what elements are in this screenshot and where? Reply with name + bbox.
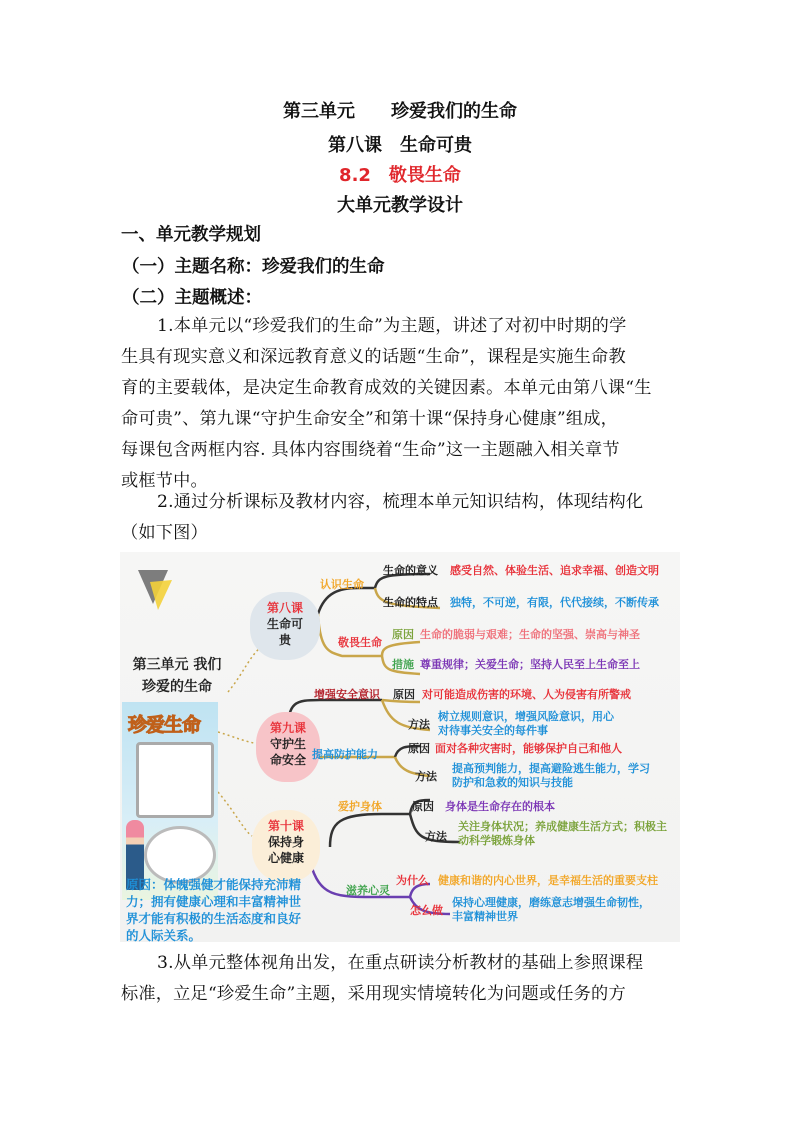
item-key: 方法 bbox=[415, 770, 437, 783]
branch-label: 认识生命 bbox=[320, 578, 364, 591]
item-text: 生命的脆弱与艰难；生命的坚强、崇高与神圣 bbox=[420, 628, 640, 641]
item-text: 丰富精神世界 bbox=[452, 910, 518, 923]
item-text: 对待事关安全的每件事 bbox=[438, 724, 548, 737]
item-text: 身体是生命存在的根本 bbox=[445, 800, 555, 813]
paragraph-3 bbox=[121, 948, 681, 1010]
item-text: 尊重规律；关爱生命；坚持人民至上生命至上 bbox=[420, 658, 640, 671]
branch-label: 增强安全意识 bbox=[314, 688, 380, 701]
item-text: 独特，不可逆，有限，代代接续，不断传承 bbox=[450, 596, 659, 609]
lesson-name: 贵 bbox=[278, 633, 291, 647]
item-text: 提高预判能力，提高避险逃生能力，学习 bbox=[452, 762, 650, 775]
poster-board bbox=[136, 742, 214, 818]
unit-title: 第三单元 珍爱我们的生命 bbox=[283, 101, 517, 122]
branch-label: 提高防护能力 bbox=[312, 748, 378, 761]
text-line: 3.从单元整体视角出发，在重点研读分析教材的基础上参照课程 bbox=[157, 953, 644, 973]
lesson-number: 第九课 bbox=[269, 721, 306, 735]
text-line: 命可贵”、第九课“守护生命安全”和第十课“保持身心健康”组成， bbox=[121, 409, 619, 429]
reason-note bbox=[126, 876, 316, 942]
lesson-number: 第十课 bbox=[267, 819, 304, 833]
item-key: 原因 bbox=[412, 800, 434, 813]
paragraph-1 bbox=[121, 311, 681, 497]
item-key: 原因 bbox=[393, 688, 415, 701]
mindmap-root bbox=[126, 654, 228, 698]
note-line: 界才能有积极的生活态度和良好 bbox=[126, 911, 302, 926]
heading-theme-name: （一）主题名称：珍爱我们的生命 bbox=[122, 257, 385, 277]
root-line: 第三单元 我们 bbox=[132, 657, 222, 673]
item-text: 健康和谐的内心世界，是幸福生活的重要支柱 bbox=[438, 874, 658, 887]
lesson-name: 命安全 bbox=[269, 753, 306, 767]
item-key: 方法 bbox=[408, 718, 430, 731]
lesson-name: 保持身 bbox=[267, 835, 304, 849]
lesson-name: 守护生 bbox=[269, 737, 306, 751]
lesson-title: 第八课 生命可贵 bbox=[328, 135, 472, 156]
heading-theme-overview: （二）主题概述： bbox=[122, 288, 262, 308]
note-line: 的人际关系。 bbox=[126, 928, 202, 942]
item-text: 对可能造成伤害的环境、人为侵害有所警戒 bbox=[422, 688, 631, 701]
note-line: 原因：体魄强健才能保持充沛精 bbox=[126, 877, 302, 892]
lesson-name: 心健康 bbox=[267, 851, 304, 865]
text-line: 标准，立足“珍爱生命”主题，采用现实情境转化为问题或任务的方 bbox=[121, 984, 626, 1004]
lesson-10-node bbox=[252, 810, 320, 882]
item-key: 原因 bbox=[408, 742, 430, 755]
item-text: 面对各种灾害时，能够保护自己和他人 bbox=[435, 742, 622, 755]
lesson-name: 生命可 bbox=[266, 617, 303, 631]
item-text: 保持心理健康，磨练意志增强生命韧性， bbox=[452, 896, 650, 909]
branch-label: 敬畏生命 bbox=[338, 636, 382, 649]
paragraph-2 bbox=[121, 487, 681, 549]
item-key: 为什么 bbox=[396, 874, 429, 887]
heading-unit-planning: 一、单元教学规划 bbox=[121, 225, 261, 245]
text-line: 或框节中。 bbox=[121, 471, 208, 491]
branch-label: 滋养心灵 bbox=[346, 884, 390, 897]
branch-label: 爱护身体 bbox=[338, 800, 382, 813]
lesson-number: 第八课 bbox=[266, 601, 303, 615]
text-line: 1.本单元以“珍爱我们的生命”为主题，讲述了对初中时期的学 bbox=[157, 316, 627, 336]
item-key: 方法 bbox=[425, 830, 447, 843]
text-line: 生具有现实意义和深远教育意义的话题“生命”，课程是实施生命教 bbox=[121, 347, 626, 367]
item-text: 树立规则意识，增强风险意识，用心 bbox=[438, 710, 614, 723]
text-line: （如下图） bbox=[121, 523, 208, 543]
lesson-9-node bbox=[256, 712, 320, 782]
poster-image bbox=[122, 702, 218, 900]
item-key: 措施 bbox=[392, 658, 414, 671]
text-line: 育的主要载体，是决定生命教育成效的关键因素。本单元由第八课“生 bbox=[121, 378, 652, 398]
item-text: 关注身体状况；养成健康生活方式；积极主 bbox=[458, 820, 667, 833]
knowledge-structure-mindmap bbox=[120, 552, 680, 942]
item-text: 感受自然、体验生活、追求幸福、创造文明 bbox=[450, 564, 659, 577]
item-text: 防护和急救的知识与技能 bbox=[452, 776, 573, 789]
root-line: 珍爱的生命 bbox=[142, 679, 212, 695]
item-key: 怎么做 bbox=[410, 904, 443, 917]
item-key: 生命的意义 bbox=[383, 564, 438, 577]
note-line: 力；拥有健康心理和丰富精神世 bbox=[126, 894, 302, 909]
poster-title: 珍爱生命 bbox=[128, 714, 201, 736]
item-text: 动科学锻炼身体 bbox=[458, 834, 535, 847]
text-line: 每课包含两框内容. 具体内容围绕着“生命”这一主题融入相关章节 bbox=[121, 440, 620, 460]
text-line: 2.通过分析课标及教材内容，梳理本单元知识结构，体现结构化 bbox=[157, 492, 644, 512]
item-key: 原因 bbox=[392, 628, 414, 641]
item-key: 生命的特点 bbox=[383, 596, 438, 609]
lesson-8-node bbox=[250, 592, 320, 660]
section-title: 8.2 敬畏生命 bbox=[339, 165, 461, 186]
document-title: 大单元教学设计 bbox=[337, 195, 463, 216]
